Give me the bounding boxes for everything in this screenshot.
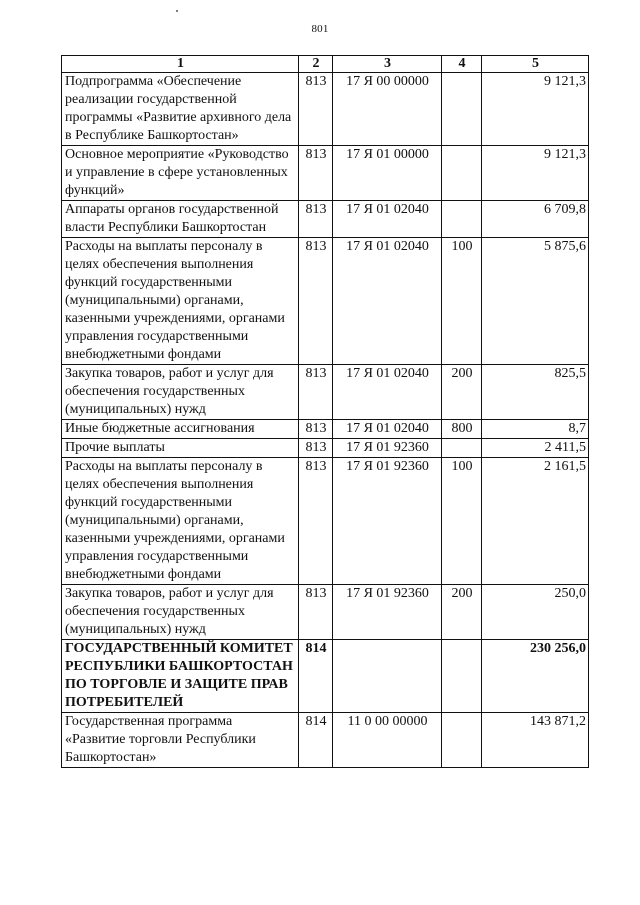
table-row <box>62 146 589 201</box>
row-name-cell: Расходы на выплаты персоналу в целях обеспечения выполнения функций государственными (муниципальными) органами, казенными учреждениями, органами управления государственными внебюджетными фондами <box>62 238 299 365</box>
row-name-cell: Закупка товаров, работ и услуг для обеспечения государственных (муниципальных) нужд <box>62 585 299 640</box>
table-row <box>62 238 589 365</box>
scan-speck <box>176 10 178 12</box>
column-header-5: 5 <box>482 56 589 73</box>
row-name-cell: Закупка товаров, работ и услуг для обеспечения государственных (муниципальных) нужд <box>62 365 299 420</box>
target-article-cell: 17 Я 00 00000 <box>333 73 442 146</box>
ministry-code-cell: 813 <box>299 73 333 146</box>
ministry-code-cell: 813 <box>299 365 333 420</box>
ministry-code-cell: 813 <box>299 201 333 238</box>
amount-cell: 9 121,3 <box>482 73 589 146</box>
table-row <box>62 713 589 768</box>
expense-type-cell <box>442 640 482 713</box>
expense-type-cell <box>442 73 482 146</box>
amount-cell: 250,0 <box>482 585 589 640</box>
ministry-code-cell: 813 <box>299 238 333 365</box>
ministry-code-cell: 813 <box>299 439 333 458</box>
target-article-cell: 17 Я 01 02040 <box>333 201 442 238</box>
amount-cell: 8,7 <box>482 420 589 439</box>
ministry-code-cell: 813 <box>299 420 333 439</box>
row-name-cell: Основное мероприятие «Руководство и управление в сфере установленных функций» <box>62 146 299 201</box>
target-article-cell: 17 Я 01 02040 <box>333 420 442 439</box>
target-article-cell <box>333 640 442 713</box>
column-header-4: 4 <box>442 56 482 73</box>
table-row <box>62 73 589 146</box>
table-row <box>62 458 589 585</box>
expense-type-cell <box>442 439 482 458</box>
target-article-cell: 11 0 00 00000 <box>333 713 442 768</box>
expense-type-cell <box>442 146 482 201</box>
ministry-code-cell: 814 <box>299 713 333 768</box>
expense-type-cell: 100 <box>442 458 482 585</box>
column-header-2: 2 <box>299 56 333 73</box>
target-article-cell: 17 Я 01 92360 <box>333 458 442 585</box>
row-name-cell: Аппараты органов государственной власти Республики Башкортостан <box>62 201 299 238</box>
amount-cell: 5 875,6 <box>482 238 589 365</box>
column-header-1: 1 <box>62 56 299 73</box>
amount-cell: 2 161,5 <box>482 458 589 585</box>
amount-cell: 6 709,8 <box>482 201 589 238</box>
expense-type-cell: 200 <box>442 365 482 420</box>
expense-type-cell <box>442 713 482 768</box>
table-body <box>62 73 589 768</box>
row-name-cell: Подпрограмма «Обеспечение реализации государственной программы «Развитие архивного дела в Республике Башкортостан» <box>62 73 299 146</box>
amount-cell: 230 256,0 <box>482 640 589 713</box>
ministry-code-cell: 813 <box>299 458 333 585</box>
row-name-cell: Иные бюджетные ассигнования <box>62 420 299 439</box>
row-name-cell: Прочие выплаты <box>62 439 299 458</box>
row-name-cell: Расходы на выплаты персоналу в целях обеспечения выполнения функций государственными (муниципальными) органами, казенными учреждениями, органами управления государственными внебюджетными фондами <box>62 458 299 585</box>
target-article-cell: 17 Я 01 92360 <box>333 439 442 458</box>
expense-type-cell: 800 <box>442 420 482 439</box>
table-row <box>62 585 589 640</box>
table-row <box>62 640 589 713</box>
target-article-cell: 17 Я 01 02040 <box>333 238 442 365</box>
table-row <box>62 420 589 439</box>
table-row <box>62 365 589 420</box>
table-row <box>62 439 589 458</box>
budget-table <box>61 55 589 768</box>
ministry-code-cell: 813 <box>299 585 333 640</box>
table-row <box>62 201 589 238</box>
amount-cell: 9 121,3 <box>482 146 589 201</box>
target-article-cell: 17 Я 01 00000 <box>333 146 442 201</box>
page-number: 801 <box>311 23 329 35</box>
amount-cell: 143 871,2 <box>482 713 589 768</box>
ministry-code-cell: 813 <box>299 146 333 201</box>
column-number-row <box>62 56 589 73</box>
amount-cell: 2 411,5 <box>482 439 589 458</box>
target-article-cell: 17 Я 01 02040 <box>333 365 442 420</box>
amount-cell: 825,5 <box>482 365 589 420</box>
row-name-cell: ГОСУДАРСТВЕННЫЙ КОМИТЕТ РЕСПУБЛИКИ БАШКОРТОСТАН ПО ТОРГОВЛЕ И ЗАЩИТЕ ПРАВ ПОТРЕБИТЕЛЕЙ <box>62 640 299 713</box>
expense-type-cell: 100 <box>442 238 482 365</box>
row-name-cell: Государственная программа «Развитие торговли Республики Башкортостан» <box>62 713 299 768</box>
column-header-3: 3 <box>333 56 442 73</box>
expense-type-cell <box>442 201 482 238</box>
target-article-cell: 17 Я 01 92360 <box>333 585 442 640</box>
ministry-code-cell: 814 <box>299 640 333 713</box>
expense-type-cell: 200 <box>442 585 482 640</box>
